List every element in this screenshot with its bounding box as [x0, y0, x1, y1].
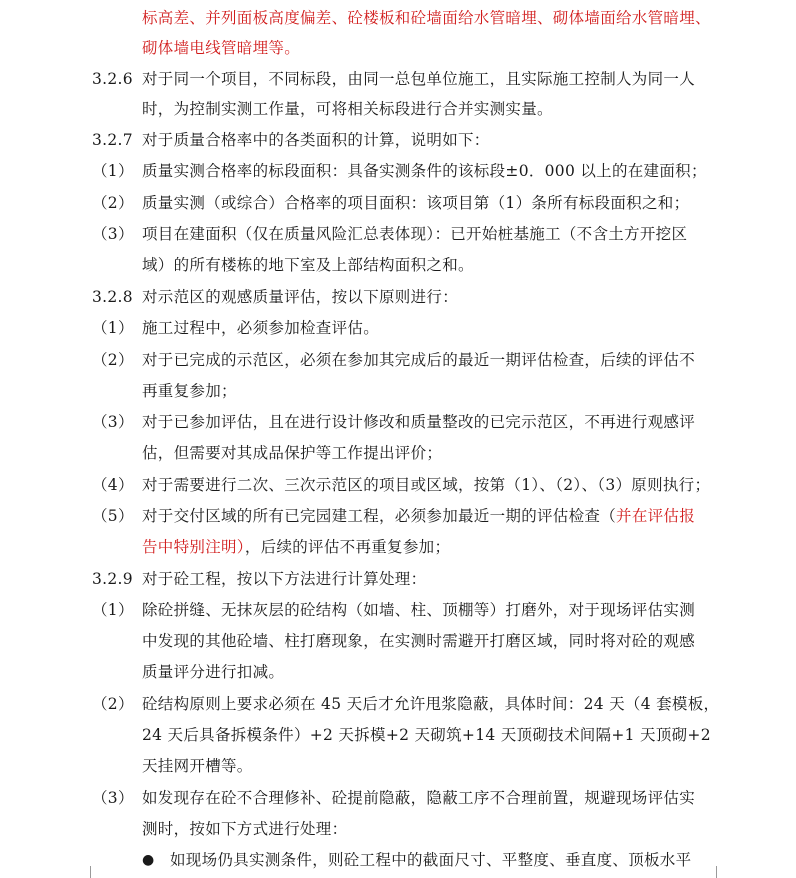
item-number: （1） [92, 601, 134, 619]
list-item-continued [142, 537, 450, 557]
crop-mark [716, 866, 717, 878]
item-number: （2） [92, 695, 134, 713]
list-item: 施工过程中，必须参加检查评估。 [142, 319, 380, 337]
list-item: 除砼拼缝、无抹灰层的砼结构（如墙、柱、顶棚等）打磨外，对于现场评估实测 [142, 601, 696, 619]
item-number: （1） [92, 162, 134, 180]
intro-line-2: 砌体墙电线管暗埋等。 [142, 39, 301, 57]
list-item: 砼结构原则上要求必须在 45 天后才允许甩浆隐蔽，具体时间：24 天（4 套模板， [142, 695, 720, 713]
list-item-continued: 域）的所有楼栋的地下室及上部结构面积之和。 [142, 256, 474, 274]
bullet-item: 如现场仍具实测条件，则砼工程中的截面尺寸、平整度、垂直度、顶板水平 [170, 851, 692, 869]
section-number-3-2-6: 3.2.6 [92, 70, 133, 88]
item-number: （3） [92, 225, 134, 243]
list-item: 质量实测（或综合）合格率的项目面积：该项目第（1）条所有标段面积之和； [142, 194, 690, 212]
section-3-2-7-heading: 对于质量合格率中的各类面积的计算，说明如下： [142, 131, 490, 149]
list-item-continued: 估，但需要对其成品保护等工作提出评价； [142, 444, 443, 462]
list-item-text: ，后续的评估不再重复参加； [244, 538, 451, 556]
intro-line-1: 标高差、并列面板高度偏差、砼楼板和砼墙面给水管暗埋、砌体墙面给水管暗埋、 [142, 9, 711, 27]
list-item-continued: 24 天后具备拆模条件）+2 天拆模+2 天砌筑+14 天顶砌技术间隔+1 天顶砌+2 [142, 726, 711, 744]
section-number-3-2-9: 3.2.9 [92, 570, 133, 588]
item-number: （2） [92, 351, 134, 369]
list-item-continued: 测时，按如下方式进行处理： [142, 820, 348, 838]
list-item: 对于已参加评估，且在进行设计修改和质量整改的已完示范区，不再进行观感评 [142, 413, 696, 431]
list-item [142, 506, 695, 526]
section-number-3-2-8: 3.2.8 [92, 288, 133, 306]
list-item-continued: 再重复参加； [142, 382, 237, 400]
list-item-continued: 天挂网开槽等。 [142, 757, 253, 775]
list-item-continued: 中发现的其他砼墙、柱打磨现象，在实测时需避开打磨区域，同时将对砼的观感 [142, 632, 696, 650]
section-3-2-9-heading: 对于砼工程，按以下方法进行计算处理： [142, 570, 427, 588]
list-item-text: 对于交付区域的所有已完园建工程，必须参加最近一期的评估检查（ [142, 507, 617, 525]
highlighted-text: 告中特别注明） [142, 538, 245, 556]
list-item-continued: 质量评分进行扣减。 [142, 663, 285, 681]
section-3-2-8-heading: 对示范区的观感质量评估，按以下原则进行： [142, 288, 459, 306]
item-number: （5） [92, 507, 134, 525]
bullet-icon: ● [142, 852, 155, 868]
item-number: （3） [92, 413, 134, 431]
item-number: （3） [92, 789, 134, 807]
list-item: 项目在建面积（仅在质量风险汇总表体现）：已开始桩基施工（不含土方开挖区 [142, 225, 688, 243]
list-item: 如发现存在砼不合理修补、砼提前隐蔽，隐蔽工序不合理前置，规避现场评估实 [142, 789, 696, 807]
list-item: 质量实测合格率的标段面积：具备实测条件的该标段±0．000 以上的在建面积； [142, 162, 707, 180]
list-item: 对于需要进行二次、三次示范区的项目或区域，按第（1）、（2）、（3）原则执行； [142, 476, 711, 494]
section-3-2-6-line-2: 时，为控制实测工作量，可将相关标段进行合并实测实量。 [142, 100, 553, 118]
item-number: （2） [92, 194, 134, 212]
item-number: （1） [92, 319, 134, 337]
list-item: 对于已完成的示范区，必须在参加其完成后的最近一期评估检查，后续的评估不 [142, 351, 696, 369]
section-number-3-2-7: 3.2.7 [92, 131, 133, 149]
crop-mark [90, 866, 91, 878]
item-number: （4） [92, 476, 134, 494]
highlighted-text: 并在评估报 [616, 507, 696, 525]
section-3-2-6-line-1: 对于同一个项目，不同标段，由同一总包单位施工，且实际施工控制人为同一人 [142, 70, 696, 88]
